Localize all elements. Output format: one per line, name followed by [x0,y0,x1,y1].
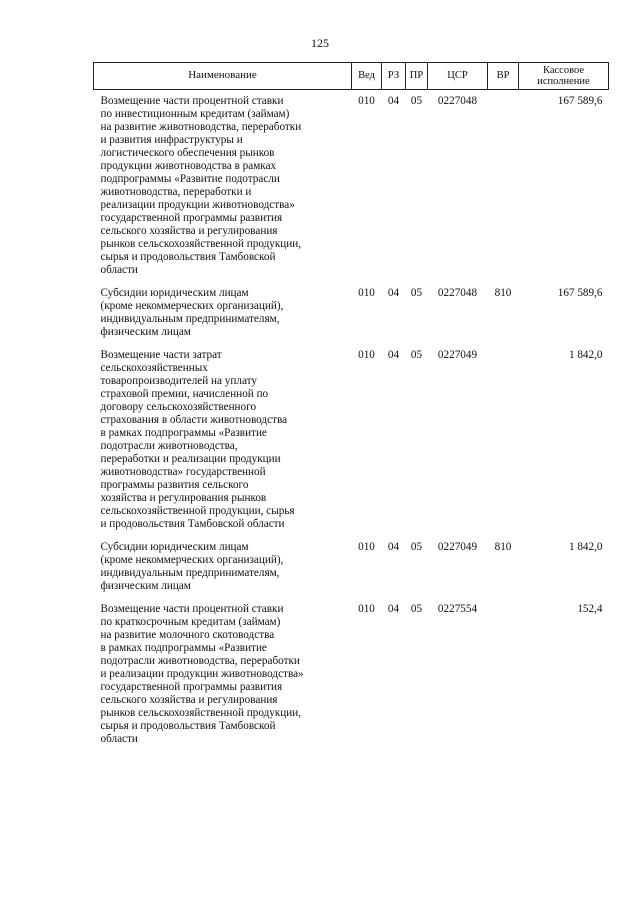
row-rz: 04 [387,287,400,299]
row-amount: 152,4 [577,603,603,615]
row-pr: 05 [410,603,423,615]
header-name: Наименование [94,63,352,90]
row-pr: 05 [410,541,423,553]
row-rz: 04 [387,95,400,107]
table-row [94,344,609,536]
row-rz: 04 [387,603,400,615]
row-amount: 167 589,6 [557,95,603,107]
header-pr: ПР [406,63,428,90]
row-pr: 05 [410,349,423,361]
row-name: Возмещение части процентной ставки по краткосрочным кредитам (займам) на развитие молочного скотоводства в рамках подпрограммы «Развитие подотрасли животноводства, переработки и реализации продукции животноводства» государственной программы развития сельского хозяйства и регулирования рынков сельскохозяйственной продукции, сырья и продовольствия Тамбовской области [100,603,304,745]
header-vr: ВР [488,63,519,90]
row-ved: 010 [358,541,375,553]
row-amount: 167 589,6 [557,287,603,299]
row-csr: 0227048 [437,95,478,107]
row-csr: 0227049 [437,349,478,361]
row-name: Субсидии юридическим лицам (кроме некоммерческих организаций), индивидуальным предпринимателям, физическим лицам [100,287,284,338]
row-amount: 1 842,0 [568,541,603,553]
header-ved: Вед [352,63,382,90]
row-ved: 010 [358,349,375,361]
table-row [94,598,609,751]
row-ved: 010 [358,95,375,107]
row-pr: 05 [410,287,423,299]
row-amount: 1 842,0 [568,349,603,361]
table-row [94,90,609,283]
row-vr: 810 [494,287,512,299]
page-number: 125 [311,36,329,50]
header-csr: ЦСР [428,63,488,90]
row-ved: 010 [358,603,375,615]
row-name: Субсидии юридическим лицам (кроме некоммерческих организаций), индивидуальным предпринимателям, физическим лицам [100,541,284,592]
row-pr: 05 [410,95,423,107]
row-vr [488,598,519,751]
header-rz: РЗ [382,63,406,90]
table-header-row [94,63,609,90]
row-csr: 0227048 [437,287,478,299]
row-csr: 0227049 [437,541,478,553]
row-ved: 010 [358,287,375,299]
row-vr: 810 [494,541,512,553]
budget-table [93,62,609,751]
row-name: Возмещение части затрат сельскохозяйственных товаропроизводителей на уплату страховой премии, начисленной по договору сельскохозяйственного страхования в области животноводства в рамках подпрограммы «Развитие подотрасли животноводства, переработки и реализации продукции животноводства» государственной программы развития сельского хозяйства и регулирования рынков сельскохозяйственной продукции, сырья и продовольствия Тамбовской области [100,349,295,530]
row-vr [488,344,519,536]
row-csr: 0227554 [437,603,478,615]
header-amount: Кассовое исполнение [519,63,609,90]
row-vr [488,90,519,283]
row-rz: 04 [387,349,400,361]
row-name: Возмещение части процентной ставки по инвестиционным кредитам (займам) на развитие животноводства, переработки и развития инфраструктуры и логистического обеспечения рынков продукции животноводства в рамках подпрограммы «Развитие подотрасли животноводства, переработки и реализации продукции животноводства» государственной программы развития сельского хозяйства и регулирования рынков сельскохозяйственной продукции, сырья и продовольствия Тамбовской области [100,95,302,276]
row-rz: 04 [387,541,400,553]
table-row [94,282,609,344]
table-row [94,536,609,598]
